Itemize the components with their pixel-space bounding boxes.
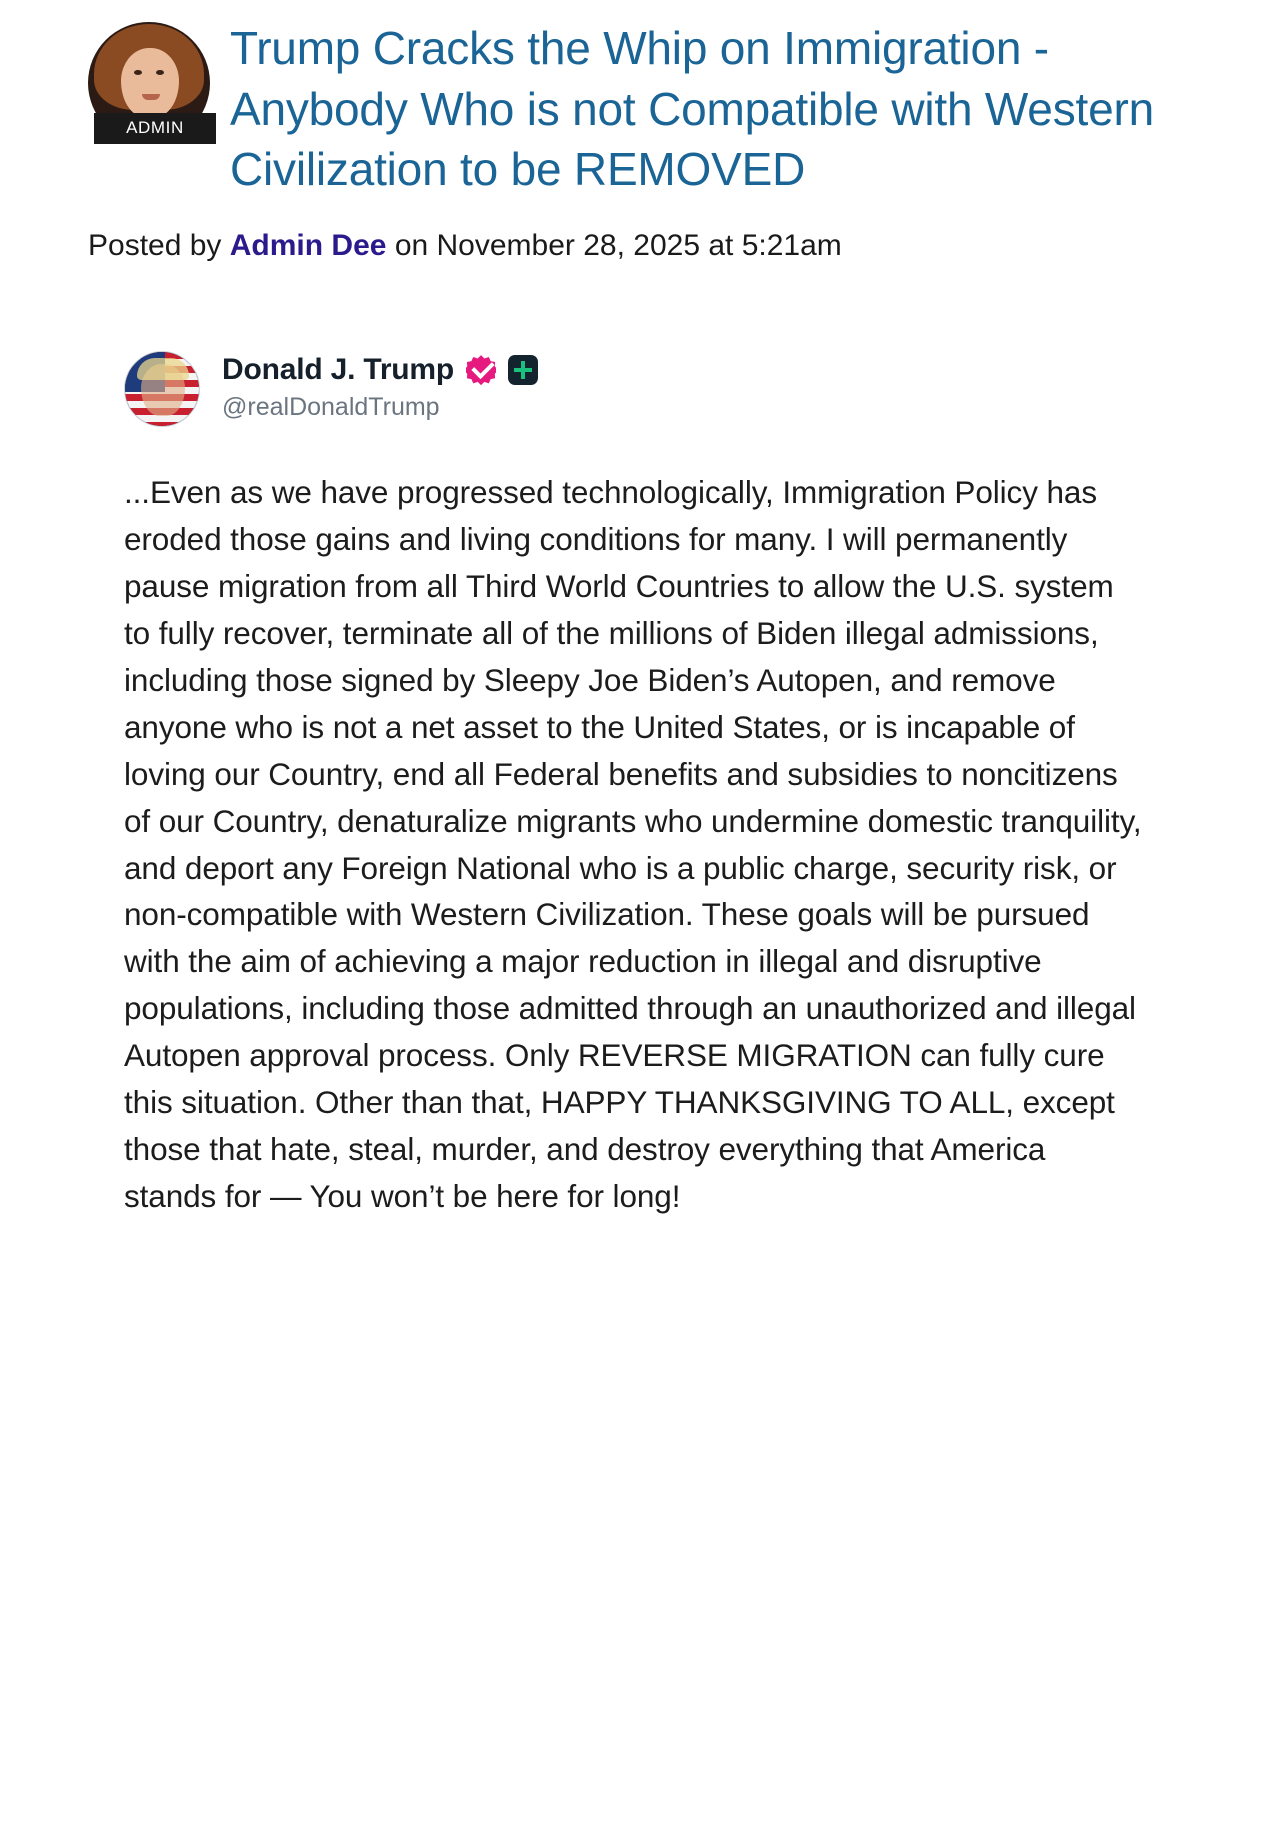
embedded-post-header bbox=[124, 351, 1144, 427]
avatar-face bbox=[121, 48, 179, 118]
account-handle: @realDonaldTrump bbox=[222, 393, 440, 422]
author-avatar[interactable] bbox=[88, 22, 216, 150]
admin-badge: ADMIN bbox=[94, 113, 216, 144]
byline bbox=[88, 226, 1194, 265]
avatar-eye-right bbox=[156, 70, 164, 75]
badge-plus-vertical bbox=[521, 361, 525, 379]
trump-avatar bbox=[124, 351, 200, 427]
embedded-post-identity bbox=[222, 351, 538, 422]
verified-badge-icon bbox=[466, 355, 496, 385]
display-name: Donald J. Trump bbox=[222, 353, 455, 387]
page-title bbox=[88, 18, 1194, 200]
embedded-post-text: ...Even as we have progressed technologically, Immigration Policy has eroded those gains and living conditions for many. I will permanently pause migration from all Third World Countries to allow the U.S. system to fully recover, terminate all of the millions of Biden illegal admissions, including those signed by Sleepy Joe Biden’s Autopen, and remove anyone who is not a net asset to the United States, or is incapable of loving our Country, end all Federal benefits and subsidies to noncitizens of our Country, denaturalize migrants who undermine domestic tranquility, and deport any Foreign National who is a public charge, security risk, or non-compatible with Western Civilization. These goals will be pursued with the aim of achieving a major reduction in illegal and disruptive populations, including those admitted through an unauthorized and illegal Autopen approval process. Only REVERSE MIGRATION can fully cure this situation. Other than that, HAPPY THANKSGIVING TO ALL, except those that hate, steal, murder, and destroy everything that America stands for — You won’t be here for long! bbox=[124, 474, 1151, 1214]
byline-suffix: on November 28, 2025 at 5:21am bbox=[394, 229, 842, 263]
avatar-eye-left bbox=[134, 70, 142, 75]
post-header bbox=[88, 18, 1194, 265]
post-title-link[interactable]: Trump Cracks the Whip on Immigration - Anybody Who is not Compatible with Western Civilization to be REMOVED bbox=[230, 22, 1154, 196]
avatar-hair-overlay bbox=[137, 358, 189, 380]
author-link[interactable]: Admin Dee bbox=[229, 229, 387, 263]
byline-prefix: Posted by bbox=[88, 229, 222, 263]
display-name-row bbox=[222, 353, 538, 387]
embedded-social-post bbox=[124, 351, 1151, 1220]
truth-badge-icon bbox=[508, 355, 538, 385]
